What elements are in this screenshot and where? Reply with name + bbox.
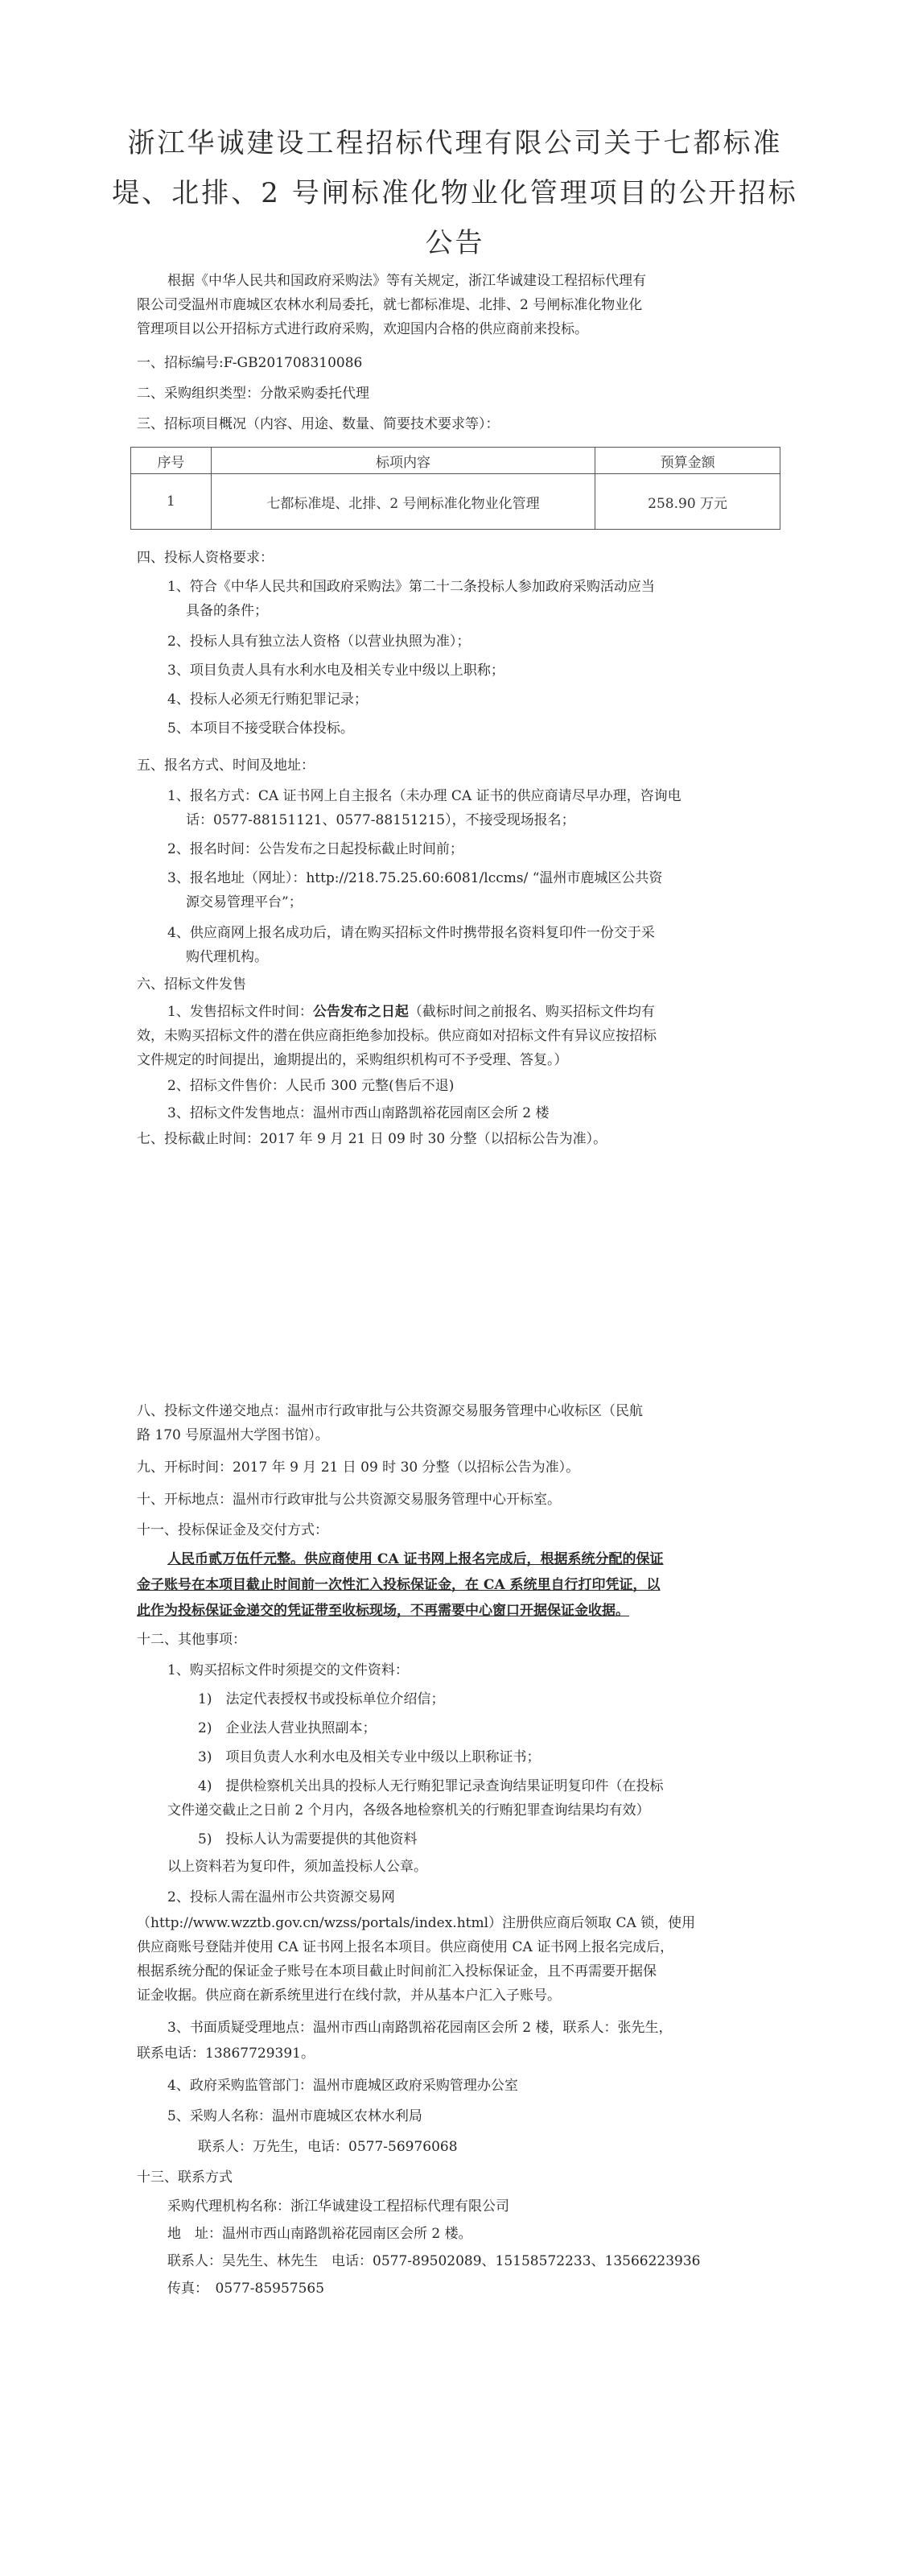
section-12-item-3-line-1: 3、书面质疑受理地点：温州市西山南路凯裕花园南区会所 2 楼，联系人：张先生， [167, 2020, 673, 2036]
agency-contacts: 联系人：吴先生、林先生 电话：0577-89502089、15158572233、13566223936 [167, 2253, 701, 2269]
section-4-item-3: 3、项目负责人具有水利水电及相关专业中级以上职称； [167, 663, 504, 679]
section-12-sub-4-line-2: 文件递交截止之日前 2 个月内，各级各地检察机关的行贿犯罪查询结果均有效） [167, 1802, 650, 1818]
section-12-sub-1: 1) 法定代表授权书或投标单位介绍信； [198, 1691, 445, 1707]
section-12-item-2-line-2: （http://www.wzztb.gov.cn/wzss/portals/index.html）注册供应商后领取 CA 锁，使用 [137, 1915, 696, 1931]
section-12-item-1: 1、购买招标文件时须提交的文件资料： [167, 1662, 409, 1678]
section-2-procurement-type: 二、采购组织类型：分散采购委托代理 [137, 386, 369, 402]
notice-title-line-1: 浙江华诚建设工程招标代理有限公司关于七都标准 [127, 127, 783, 159]
section-6-heading: 六、招标文件发售 [137, 976, 246, 993]
notice-title-line-3: 公告 [425, 227, 485, 259]
section-5-item-3-line-1: 3、报名地址（网址）：http://218.75.25.60:6081/lccms/ “温州市鹿城区公共资 [167, 870, 663, 886]
section-5-item-1-line-1: 1、报名方式：CA 证书网上自主报名（未办理 CA 证书的供应商请尽早办理，咨询电 [167, 788, 681, 804]
section-12-item-2-line-1: 2、投标人需在温州市公共资源交易网 [167, 1889, 395, 1905]
section-6-item-1-line-3: 文件规定的时间提出，逾期提出的，采购组织机构可不予受理、答复。） [137, 1052, 568, 1068]
intro-line-2: 限公司受温州市鹿城区农林水利局委托，就七都标准堤、北排、2 号闸标准化物业化 [137, 297, 643, 313]
section-11-line-2: 金子账号在本项目截止时间前一次性汇入投标保证金，在 CA 系统里自行打印凭证，以 [137, 1577, 661, 1593]
notice-title-line-2: 堤、北排、2 号闸标准化物业化管理项目的公开招标 [112, 177, 798, 209]
section-5-item-4-line-2: 购代理机构。 [186, 949, 268, 965]
section-6-item-1-line-2: 效，未购买招标文件的潜在供应商拒绝参加投标。供应商如对招标文件有异议应按招标 [137, 1028, 657, 1044]
section-12-item-2-line-4: 根据系统分配的保证金子账号在本项目截止时间前汇入投标保证金，且不再需要开据保 [137, 1963, 657, 1979]
section-12-purchaser-contact: 联系人：万先生，电话：0577-56976068 [198, 2139, 458, 2155]
section-4-item-1-line-2: 具备的条件； [186, 603, 268, 619]
section-12-copy-note: 以上资料若为复印件，须加盖投标人公章。 [167, 1859, 427, 1875]
section-7-deadline: 七、投标截止时间：2017 年 9 月 21 日 09 时 30 分整（以招标公告为准）。 [137, 1131, 607, 1147]
section-13-heading: 十三、联系方式 [137, 2169, 233, 2186]
section-4-item-1-line-1: 1、符合《中华人民共和国政府采购法》第二十二条投标人参加政府采购活动应当 [167, 579, 655, 595]
section-5-item-1-line-2: 话：0577-88151121、0577-88151215），不接受现场报名； [186, 812, 575, 828]
table-cell: 1 [131, 474, 212, 530]
section-4-item-5: 5、本项目不接受联合体投标。 [167, 720, 354, 737]
section-12-sub-2: 2) 企业法人营业执照副本； [198, 1720, 377, 1736]
section-11-line-1: 人民币贰万伍仟元整。供应商使用 CA 证书网上报名完成后，根据系统分配的保证 [167, 1551, 664, 1567]
table-cell: 七都标准堤、北排、2 号闸标准化物业化管理 [211, 474, 595, 530]
table-row [131, 474, 780, 530]
section-6-item-2: 2、招标文件售价：人民币 300 元整(售后不退) [167, 1078, 455, 1094]
section-12-sub-4-line-1: 4) 提供检察机关出具的投标人无行贿犯罪记录查询结果证明复印件（在投标 [198, 1778, 664, 1794]
section-6-item-3: 3、招标文件发售地点：温州市西山南路凯裕花园南区会所 2 楼 [167, 1105, 550, 1121]
intro-line-1: 根据《中华人民共和国政府采购法》等有关规定，浙江华诚建设工程招标代理有 [167, 273, 646, 289]
section-4-heading: 四、投标人资格要求： [137, 550, 274, 566]
agency-fax: 传真： 0577-85957565 [167, 2281, 325, 2297]
table-cell: 258.90 万元 [595, 474, 780, 530]
agency-name: 采购代理机构名称：浙江华诚建设工程招标代理有限公司 [167, 2198, 509, 2215]
section-12-sub-5: 5) 投标人认为需要提供的其他资料 [198, 1831, 418, 1847]
section-6-item-1-line-1 [167, 1003, 655, 1021]
section-11-heading: 十一、投标保证金及交付方式： [137, 1522, 328, 1538]
section-4-item-2: 2、投标人具有独立法人资格（以营业执照为准）； [167, 634, 471, 650]
table-header-cell: 标项内容 [211, 448, 595, 474]
table-header-cell: 序号 [131, 448, 212, 474]
section-8-line-1: 八、投标文件递交地点：温州市行政审批与公共资源交易服务管理中心收标区（民航 [137, 1403, 643, 1419]
section-12-sub-3: 3) 项目负责人水利水电及相关专业中级以上职称证书； [198, 1749, 541, 1765]
table-header-cell: 预算金额 [595, 448, 780, 474]
sale-time-label: 1、发售招标文件时间： [167, 1004, 313, 1020]
section-12-item-3-line-2: 联系电话：13867729391。 [137, 2046, 315, 2062]
section-1-tender-number: 一、招标编号:F-GB201708310086 [137, 355, 363, 371]
section-12-item-2-line-3: 供应商账号登陆并使用 CA 证书网上报名本项目。供应商使用 CA 证书网上报名完成后， [137, 1939, 674, 1955]
section-12-item-2-line-5: 证金收据。供应商在新系统里进行在线付款，并从基本户汇入子账号。 [137, 1988, 561, 2004]
section-9-opening-time: 九、开标时间：2017 年 9 月 21 日 09 时 30 分整（以招标公告为准）。 [137, 1459, 580, 1476]
project-table [130, 447, 780, 530]
section-4-item-4: 4、投标人必须无行贿犯罪记录； [167, 691, 368, 708]
intro-line-3: 管理项目以公开招标方式进行政府采购，欢迎国内合格的供应商前来投标。 [137, 321, 588, 337]
section-10-opening-place: 十、开标地点：温州市行政审批与公共资源交易服务管理中心开标室。 [137, 1492, 561, 1508]
section-5-heading: 五、报名方式、时间及地址： [137, 758, 315, 774]
section-5-item-2: 2、报名时间：公告发布之日起投标截止时间前； [167, 841, 463, 857]
section-12-item-5: 5、采购人名称：温州市鹿城区农林水利局 [167, 2108, 422, 2124]
section-5-item-4-line-1: 4、供应商网上报名成功后，请在购买招标文件时携带报名资料复印件一份交于采 [167, 925, 655, 941]
agency-address: 地 址：温州市西山南路凯裕花园南区会所 2 楼。 [167, 2226, 472, 2242]
section-12-heading: 十二、其他事项： [137, 1632, 246, 1648]
sale-time-note: （截标时间之前报名、购买招标文件均有 [408, 1004, 655, 1020]
table-header-row [131, 448, 780, 474]
section-5-item-3-line-2: 源交易管理平台”； [186, 894, 303, 910]
section-12-item-4: 4、政府采购监管部门：温州市鹿城区政府采购管理办公室 [167, 2078, 518, 2094]
section-8-line-2: 路 170 号原温州大学图书馆）。 [137, 1427, 329, 1443]
section-11-line-3: 此作为投标保证金递交的凭证带至收标现场，不再需要中心窗口开据保证金收据。 [137, 1603, 629, 1619]
section-3-heading: 三、招标项目概况（内容、用途、数量、简要技术要求等）： [137, 416, 500, 432]
sale-time-value: 公告发布之日起 [312, 1004, 409, 1020]
